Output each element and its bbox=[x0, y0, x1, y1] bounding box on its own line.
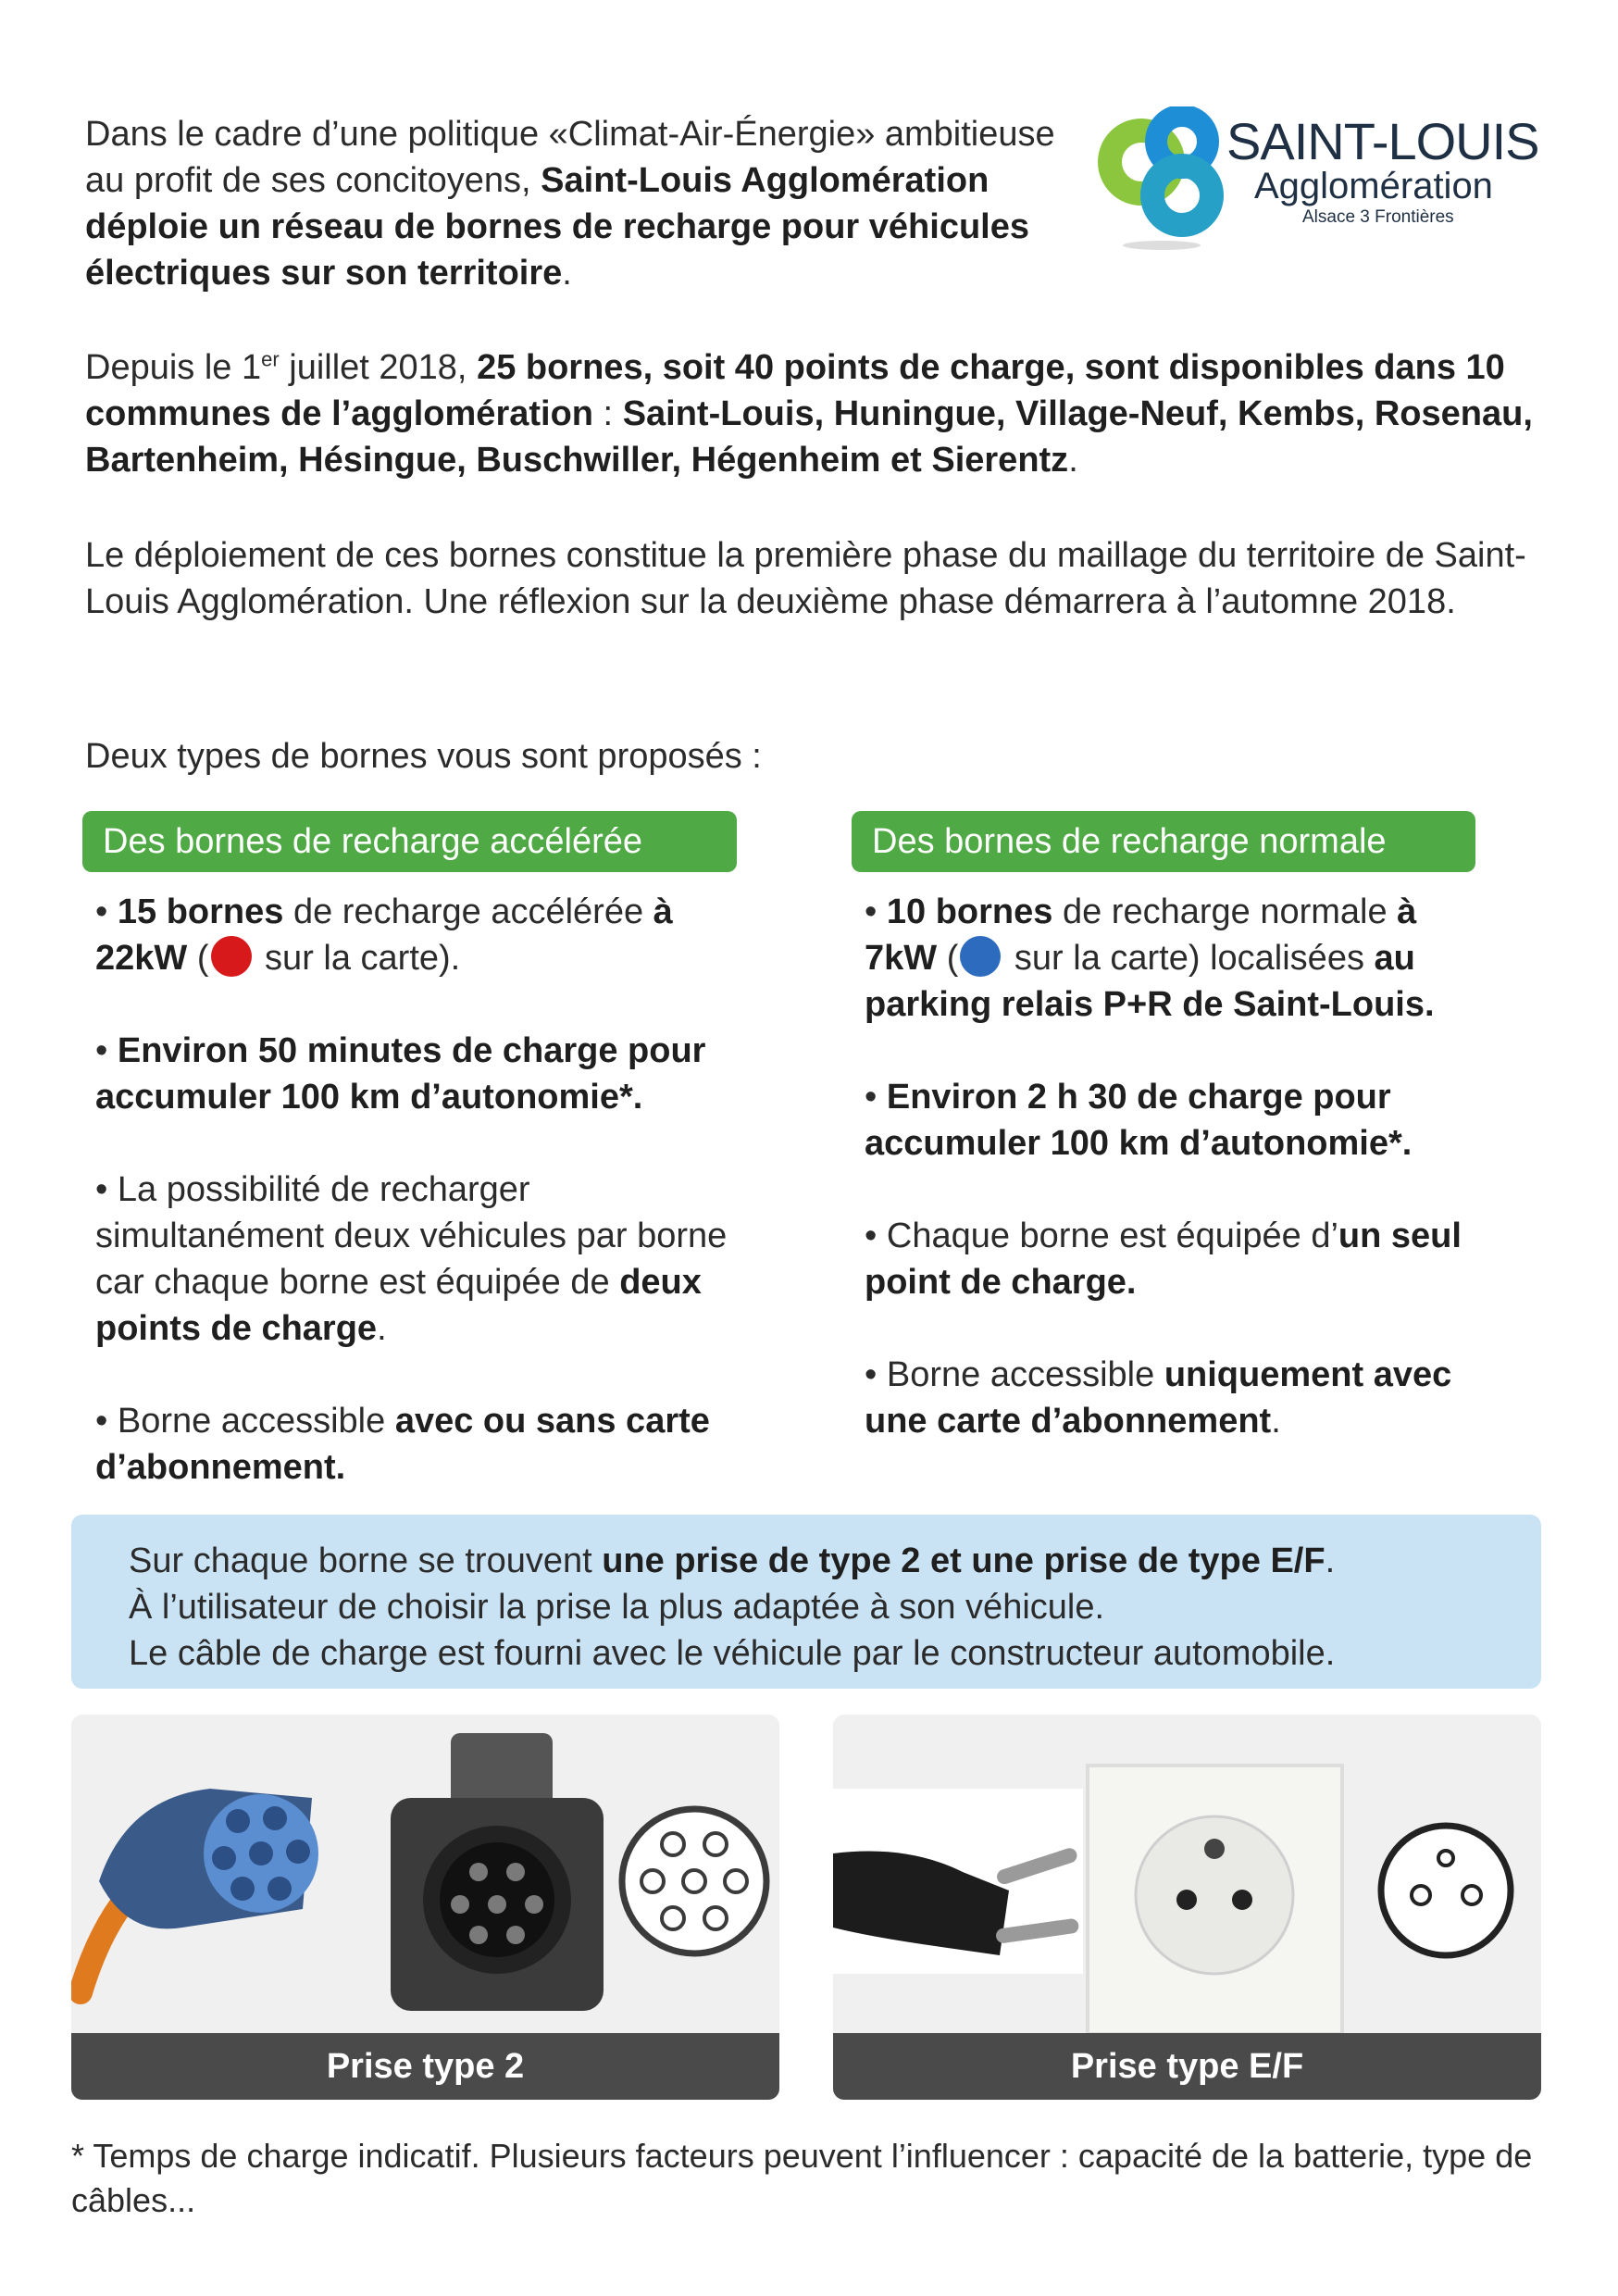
blue-dot-icon bbox=[960, 936, 1001, 977]
type2-plug-card bbox=[71, 1715, 779, 2100]
info-line-3: Le câble de charge est fourni avec le véhicule par le constructeur automobile. bbox=[129, 1634, 1336, 1673]
deploy-text-1: Depuis le 1 bbox=[85, 348, 262, 387]
text: . bbox=[1271, 1402, 1281, 1441]
info-line-1 bbox=[129, 1538, 1541, 1584]
normal-item-2 bbox=[865, 1074, 1494, 1167]
logo-tagline: Alsace 3 Frontières bbox=[1302, 207, 1454, 227]
bold-text: un seul point de charge. bbox=[865, 1217, 1462, 1302]
intro-paragraph bbox=[85, 111, 1066, 296]
normal-item-4 bbox=[865, 1352, 1494, 1444]
normal-item-3 bbox=[865, 1213, 1494, 1305]
bold-text: au parking relais P+R de Saint-Louis. bbox=[865, 939, 1435, 1024]
bullet: • bbox=[95, 1031, 118, 1070]
accelerated-heading: Des bornes de recharge accélérée bbox=[82, 811, 737, 872]
typeEF-plug-card bbox=[833, 1715, 1541, 2100]
accelerated-item-1 bbox=[95, 889, 762, 981]
typeEF-plug-illustration bbox=[833, 1715, 1541, 2033]
bullet: • bbox=[95, 1170, 118, 1209]
text: de recharge normale bbox=[1052, 892, 1398, 931]
red-dot-icon bbox=[211, 936, 252, 977]
deploy-text-2: juillet 2018, bbox=[279, 348, 478, 387]
text: Borne accessible bbox=[117, 1402, 395, 1441]
bullet: • bbox=[865, 1078, 887, 1117]
types-intro: Deux types de bornes vous sont proposés : bbox=[85, 737, 762, 776]
bullet: • bbox=[865, 892, 887, 931]
deploy-communes: Saint-Louis, Huningue, Village-Neuf, Kembs, Rosenau, Bartenheim, Hésingue, Buschwiller, Hégenheim et Sierentz bbox=[85, 394, 1533, 480]
text: de recharge accélérée bbox=[283, 892, 653, 931]
bullet: • bbox=[865, 1217, 887, 1255]
accelerated-item-4 bbox=[95, 1398, 762, 1491]
logo-title: SAINT-LOUIS bbox=[1226, 112, 1539, 170]
bullet: • bbox=[95, 1402, 118, 1441]
intro-text: Dans le cadre d’une politique «Climat-Air-Énergie» ambitieuse au profit de ses concitoyens, bbox=[85, 115, 1055, 200]
bold-text: avec ou sans carte d’abonnement. bbox=[95, 1402, 710, 1487]
deploy-superscript: er bbox=[261, 347, 280, 371]
type2-plug-illustration bbox=[71, 1715, 779, 2033]
text: sur la carte). bbox=[255, 939, 461, 978]
bold-text: 10 bornes bbox=[886, 892, 1053, 931]
text: Sur chaque borne se trouvent bbox=[129, 1541, 603, 1580]
typeEF-label: Prise type E/F bbox=[833, 2033, 1541, 2100]
saint-louis-logo bbox=[1097, 106, 1539, 264]
bold-text: une prise de type 2 et une prise de type E/F bbox=[602, 1541, 1326, 1580]
logo-mark-icon bbox=[1097, 106, 1226, 255]
bullet: • bbox=[95, 892, 118, 931]
bold-text: Environ 50 minutes de charge pour accumuler 100 km d’autonomie*. bbox=[95, 1031, 706, 1117]
bold-text: uniquement avec une carte d’abonnement bbox=[865, 1355, 1452, 1441]
bold-text: deux points de charge bbox=[95, 1263, 702, 1348]
text: ( bbox=[187, 939, 209, 978]
footnote: * Temps de charge indicatif. Plusieurs facteurs peuvent l’influencer : capacité de la batterie, type de câbles... bbox=[71, 2137, 1533, 2219]
bold-text: Environ 2 h 30 de charge pour accumuler 100 km d’autonomie*. bbox=[865, 1078, 1413, 1163]
text: . bbox=[1325, 1541, 1336, 1580]
bold-text: à 7kW bbox=[865, 892, 1417, 978]
text: Borne accessible bbox=[886, 1355, 1164, 1394]
deployment-paragraph bbox=[85, 344, 1548, 483]
plug-info-box bbox=[71, 1515, 1541, 1689]
accelerated-item-2 bbox=[95, 1028, 762, 1120]
phase-paragraph: Le déploiement de ces bornes constitue la première phase du maillage du territoire de Saint-Louis Agglomération. Une réflexion sur la deuxième phase démarrera à l’automne 2018. bbox=[85, 536, 1526, 621]
deploy-bold-1: 25 bornes, soit 40 points de charge, sont disponibles dans 10 communes de l’agglomération bbox=[85, 348, 1505, 433]
text: La possibilité de recharger simultanément deux véhicules par borne car chaque borne est équipée de bbox=[95, 1170, 728, 1302]
info-line-2: À l’utilisateur de choisir la prise la plus adaptée à son véhicule. bbox=[129, 1588, 1105, 1627]
intro-end: . bbox=[562, 254, 572, 293]
deploy-end: . bbox=[1068, 441, 1078, 480]
text: . bbox=[377, 1309, 387, 1348]
type2-label: Prise type 2 bbox=[71, 2033, 779, 2100]
text: Chaque borne est équipée d’ bbox=[886, 1217, 1338, 1255]
logo-subtitle: Agglomération bbox=[1254, 166, 1493, 206]
intro-bold: Saint-Louis Agglomération déploie un réseau de bornes de recharge pour véhicules électriques sur son territoire bbox=[85, 161, 1029, 293]
bullet: • bbox=[865, 1355, 887, 1394]
normal-column bbox=[865, 889, 1494, 1491]
deploy-text-3: : bbox=[593, 394, 623, 433]
bold-text: 15 bornes bbox=[117, 892, 284, 931]
bold-text: à 22kW bbox=[95, 892, 673, 978]
accelerated-column bbox=[95, 889, 762, 1537]
normal-item-1 bbox=[865, 889, 1494, 1028]
text: sur la carte) localisées bbox=[1004, 939, 1375, 978]
text: ( bbox=[937, 939, 959, 978]
accelerated-item-3 bbox=[95, 1167, 762, 1352]
normal-heading: Des bornes de recharge normale bbox=[852, 811, 1475, 872]
